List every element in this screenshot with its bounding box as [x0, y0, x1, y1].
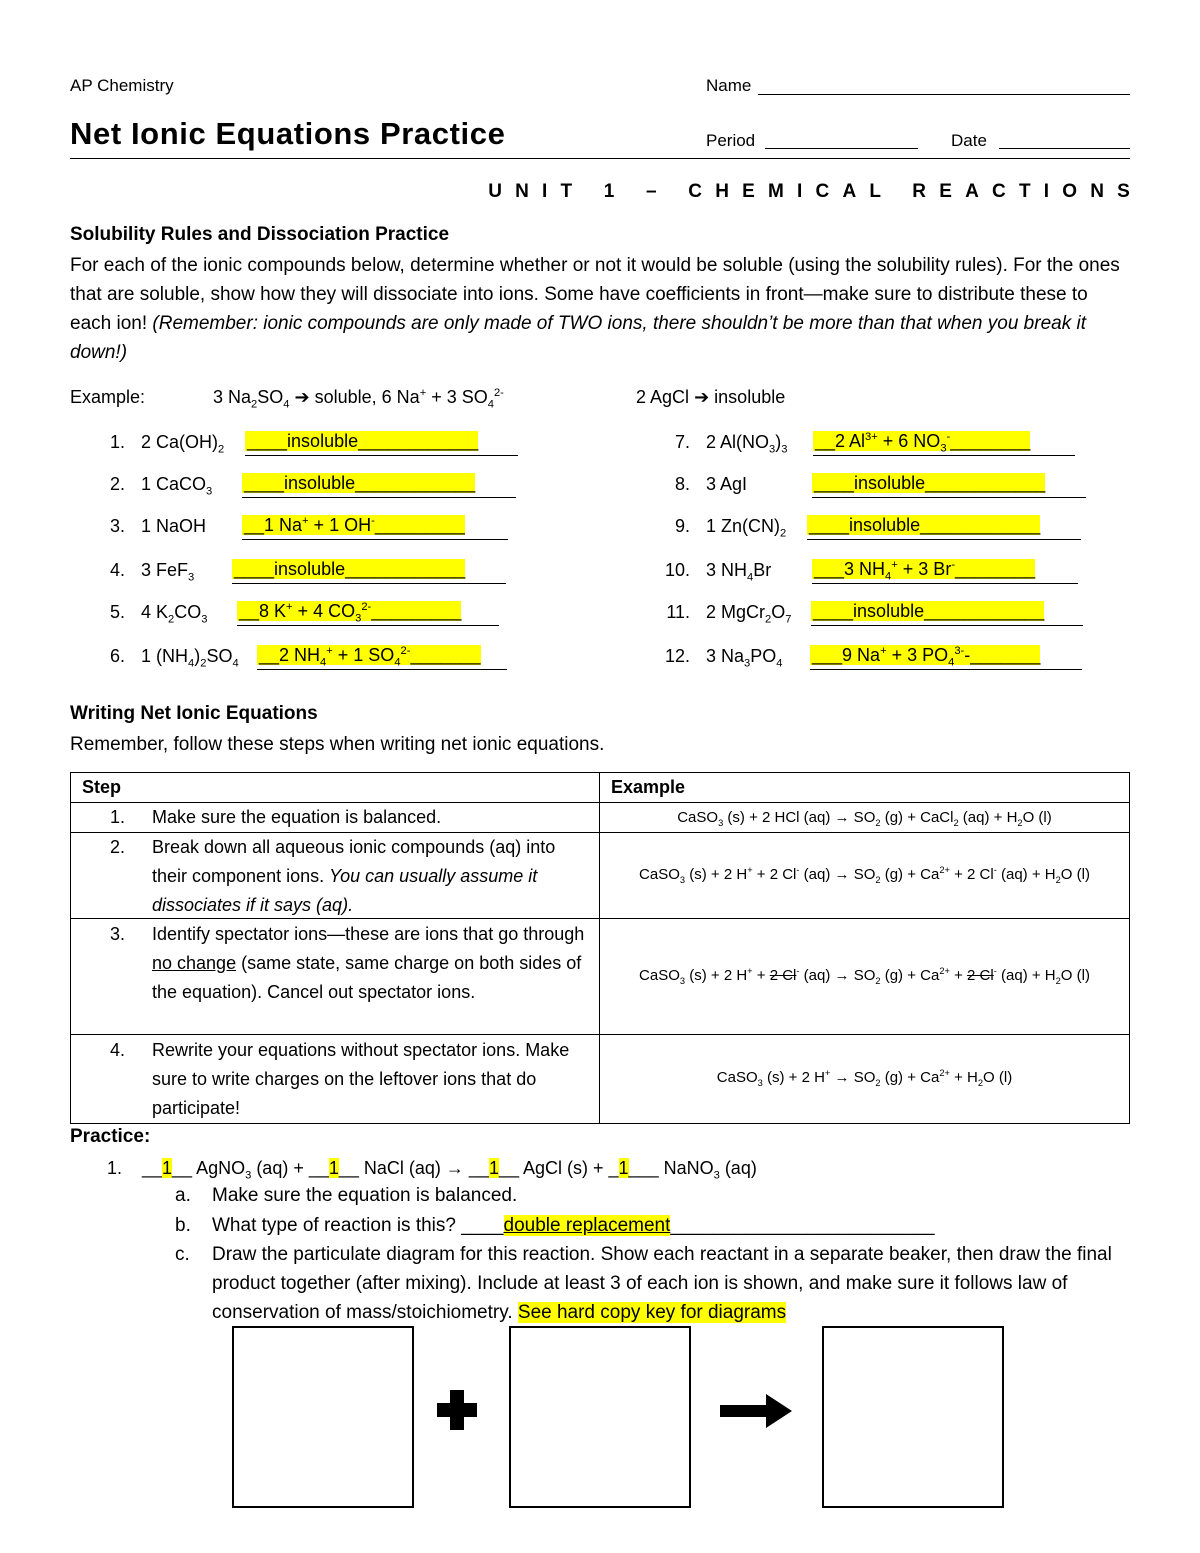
item-number: 6. — [109, 646, 125, 666]
answer-field[interactable]: ____insoluble____________ — [807, 512, 1081, 540]
practice-number: 1. — [106, 1158, 122, 1178]
step-text: Rewrite your equations without spectator ions. Make sure to write charges on the leftover ions that do participate! — [152, 1040, 570, 1118]
step-number: 2. — [110, 837, 126, 857]
list-item — [635, 598, 1095, 626]
example-2-formula: 2 AgCl — [636, 387, 690, 407]
item-compound: 3 $NH_4Br$ — [706, 560, 772, 584]
step-number: 1. — [110, 807, 126, 827]
answer-text: insoluble — [853, 601, 925, 621]
item-number: 5. — [109, 602, 125, 622]
reactant-2-diagram-box[interactable] — [509, 1326, 691, 1508]
answer-text: insoluble — [274, 559, 346, 579]
item-number: 1. — [109, 432, 125, 452]
step-example: CaSO$_3$ (s) + 2 H+ + 2 Cl- $(aq) \to SO_2$ $(g) + Ca^{2+} + 2$ Cl- $(aq) + H_2O$ (l) — [639, 966, 1090, 986]
step-example: CaSO$_3$ (s) + 2 $H^+ \to SO_2$ $(g) + Ca^{2+} + H_2O$ (l) — [716, 1068, 1013, 1088]
practice-heading: Practice: — [70, 1126, 151, 1147]
diagram-note: See hard copy key for diagrams — [517, 1302, 787, 1323]
list-item — [70, 428, 530, 456]
sub-letter: a. — [175, 1185, 191, 1206]
reactant-1-diagram-box[interactable] — [232, 1326, 414, 1508]
right-arrow-icon: ➔ — [694, 387, 710, 407]
item-number: 11. — [666, 602, 690, 622]
item-compound: 1 NaOH — [141, 516, 207, 536]
list-item — [635, 428, 1095, 456]
answer-text: insoluble — [849, 515, 921, 535]
column-header-step: Step — [82, 777, 122, 797]
answer-field[interactable]: ___9 Na+ + 3 $PO_4^{3-}-\_\_\_\_\_\_\_$ — [810, 642, 1082, 670]
list-item — [635, 642, 1095, 670]
step-number: 4. — [110, 1040, 126, 1060]
answer-field[interactable]: __1 Na+ + 1 OH-_________ — [242, 512, 508, 540]
item-compound: 1 $(NH_4)_2SO_4$ — [141, 646, 239, 670]
answer-field[interactable]: ____insoluble____________ — [811, 598, 1083, 626]
item-number: 8. — [674, 474, 690, 494]
answer-text: insoluble — [287, 431, 359, 451]
unit-banner: UNIT 1 – CHEMICAL REACTIONS — [488, 181, 1143, 202]
item-compound: 3 AgI — [706, 474, 748, 494]
answer-text: insoluble — [284, 473, 356, 493]
step-text: Identify spectator ions—these are ions that go through no change (same state, same charge on both sides of the equation). Cancel out spectator ions. — [152, 924, 585, 1002]
item-compound: 3 FeF$_3$ — [141, 560, 195, 584]
sub-item-a — [175, 1182, 518, 1210]
name-label: Name — [706, 76, 752, 95]
list-item — [70, 512, 530, 540]
product-diagram-box[interactable] — [822, 1326, 1004, 1508]
item-compound: 1 CaCO$_3$ — [141, 474, 213, 498]
list-item — [635, 556, 1095, 584]
example-label: Example: — [70, 387, 146, 407]
sub-text: What type of reaction is this? — [212, 1215, 456, 1236]
header-divider — [70, 158, 1130, 159]
step-example: CaSO$_3$ (s) + 2 HCl $(aq) \to SO_2$ (g) + CaCl$_2$ $(aq) + H_2O$ (l) — [677, 809, 1052, 828]
plus-icon — [437, 1390, 477, 1430]
sub-text: Make sure the equation is balanced. — [212, 1185, 518, 1206]
solubility-instructions — [70, 251, 1130, 367]
answer-field[interactable]: ____insoluble____________ — [245, 428, 518, 456]
period-label: Period — [706, 131, 756, 150]
item-compound: 3 $Na_3PO_4$ — [706, 646, 783, 670]
step-example: CaSO$_3$ (s) + 2 H+ + 2 Cl- $(aq) \to SO_2$ $(g) + Ca^{2+} + 2$ Cl- $(aq) + H_2O$ (l) — [639, 865, 1090, 885]
solubility-heading: Solubility Rules and Dissociation Practice — [70, 224, 450, 245]
reaction-type-answer[interactable]: double replacement — [503, 1215, 671, 1236]
list-item — [635, 512, 1095, 540]
example-2-result: insoluble — [714, 387, 786, 407]
practice-equation: 1. __1__ AgNO$_3$ (aq) + __1__ NaCl (aq) → __1__ AgCl (s) + _1___ NaNO$_3$ (aq) — [70, 1154, 757, 1182]
item-number: 3. — [109, 516, 125, 536]
step-number: 3. — [110, 924, 126, 944]
answer-field[interactable]: ___3 $NH_4^+ + 3$ Br-________ — [812, 556, 1078, 584]
name-field[interactable] — [758, 94, 1130, 95]
example-2 — [636, 383, 785, 411]
item-compound: 2 $MgCr_2O_7$ — [706, 602, 792, 626]
sub-letter: b. — [175, 1215, 191, 1236]
step-text: Break down all aqueous ionic compounds (aq) into their component ions. You can usually assume it dissociates if it says (aq). — [152, 837, 556, 915]
date-field[interactable] — [999, 148, 1130, 149]
arrow-right-icon — [720, 1394, 792, 1428]
net-ionic-heading: Writing Net Ionic Equations — [70, 703, 318, 724]
example-1-formula: 3 $Na_2SO_4$ — [213, 387, 290, 411]
instructions-note: (Remember: ionic compounds are only made of TWO ions, there shouldn’t be more than that when you break it down!) — [70, 313, 1086, 363]
item-number: 10. — [664, 560, 690, 580]
answer-field[interactable]: __2 $Al^{3+} + 6$ $NO_3^-\_\_\_\_\_\_\_\_$ — [813, 428, 1075, 456]
answer-field[interactable]: ____insoluble____________ — [232, 556, 506, 584]
date-label: Date — [951, 131, 987, 150]
list-item — [70, 556, 530, 584]
item-compound: 4 $K_2CO_3$ — [141, 602, 208, 626]
item-number: 4. — [109, 560, 125, 580]
list-item — [70, 642, 530, 670]
course-name: AP Chemistry — [70, 76, 174, 95]
step-text: Make sure the equation is balanced. — [152, 807, 442, 827]
list-item — [635, 470, 1095, 498]
answer-field[interactable]: __8 K+ + 4 $CO_3^{2-}\_\_\_\_\_\_\_\_\_$ — [237, 598, 499, 626]
answer-field[interactable]: ____insoluble____________ — [242, 470, 516, 498]
column-header-example: Example — [611, 777, 686, 797]
coefficient-1[interactable]: 1 — [162, 1158, 173, 1178]
steps-table — [70, 772, 1130, 1123]
item-number: 7. — [674, 432, 690, 452]
item-compound: 2 $Ca(OH)_2$ — [141, 432, 225, 456]
example-1 — [213, 383, 504, 411]
answer-text: insoluble — [854, 473, 926, 493]
list-item — [70, 598, 530, 626]
net-ionic-intro: Remember, follow these steps when writing net ionic equations. — [70, 734, 605, 755]
list-item — [70, 470, 530, 498]
sub-item-c — [175, 1240, 190, 1269]
example-1-result: soluble, 6 Na+ + 3 $SO_4^{2-}$ — [314, 387, 504, 411]
sub-text-c: Draw the particulate diagram for this reaction. Show each reactant in a separate beaker, then draw the final product together (after mixing). Include at least 3 of each ion is shown, and make sure it follows law of conservation of mass/stoichiometry. See hard copy key for diagrams — [212, 1244, 1112, 1323]
page-title: Net Ionic Equations Practice — [70, 116, 506, 151]
item-compound: 1 $Zn(CN)_2$ — [706, 516, 787, 540]
sub-letter: c. — [175, 1244, 190, 1265]
coefficient-2[interactable]: 1 — [328, 1158, 339, 1178]
instructions-text: For each of the ionic compounds below, determine whether or not it would be soluble (using the solubility rules). For the ones that are soluble, show how they will dissociate into ions. Some have coefficients in front—make sure to distribute these to each ion! — [70, 255, 1120, 334]
item-number: 12. — [664, 646, 690, 666]
coefficient-3[interactable]: 1 — [488, 1158, 499, 1178]
answer-field[interactable]: __2 $NH_4^+ + 1$ $SO_4^{2-}\_\_\_\_\_\_\_$ — [257, 642, 507, 670]
coefficient-4[interactable]: 1 — [618, 1158, 629, 1178]
item-compound: 2 $Al(NO_3)_3$ — [706, 432, 788, 456]
right-arrow-icon: ➔ — [294, 387, 310, 407]
item-number: 2. — [109, 474, 125, 494]
period-field[interactable] — [765, 148, 918, 149]
sub-item-b: b. What type of reaction is this? ____double replacement_________________________ — [175, 1215, 935, 1236]
item-number: 9. — [674, 516, 690, 536]
answer-field[interactable]: ____insoluble____________ — [812, 470, 1086, 498]
